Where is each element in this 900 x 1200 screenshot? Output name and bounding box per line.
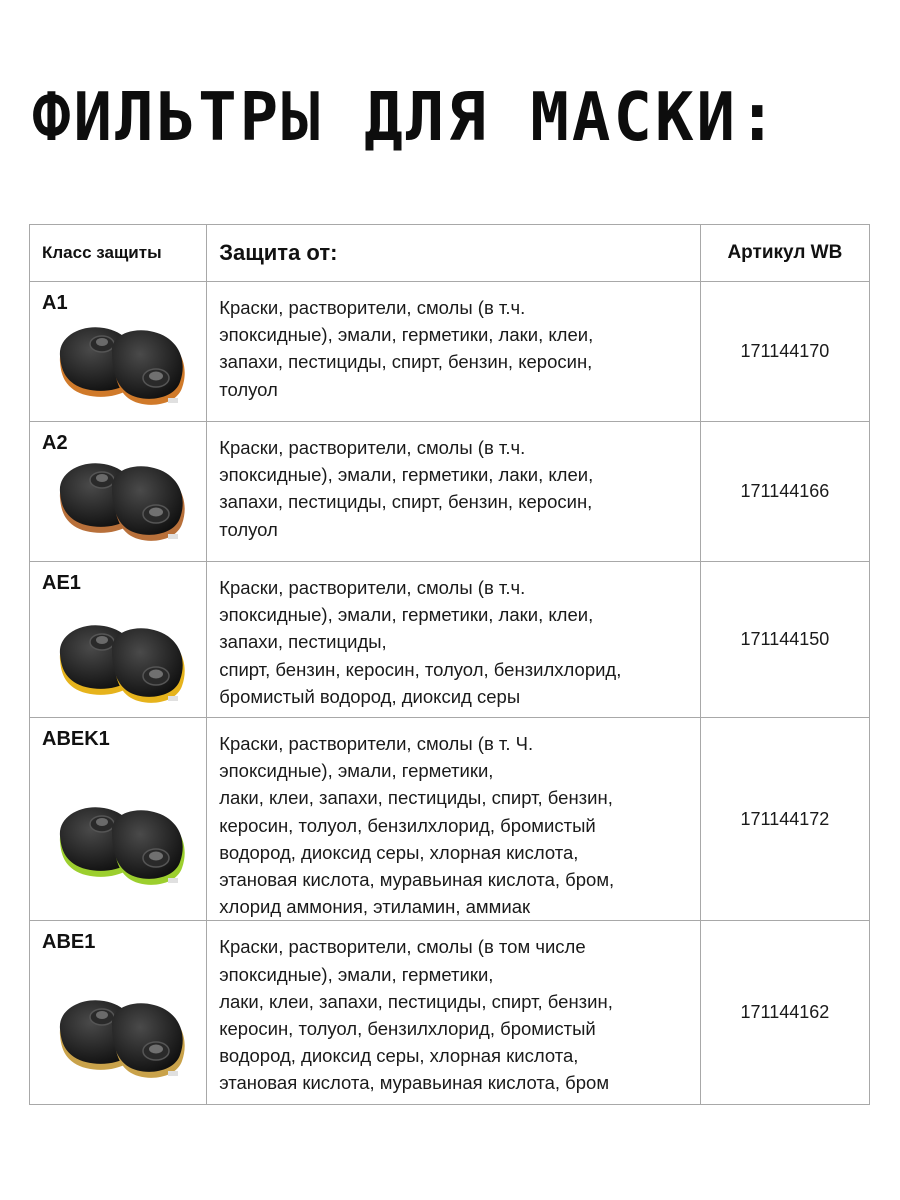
class-code: A2 — [42, 432, 68, 454]
protection-line: эпоксидные), эмали, герметики, — [219, 963, 494, 985]
protection-line: толуол — [219, 518, 278, 540]
header-class: Класс защиты — [30, 225, 207, 282]
filter-table — [29, 224, 870, 1105]
protection-line: спирт, бензин, керосин, толуол, бензилхлорид, — [219, 658, 622, 680]
protection-line: запахи, пестициды, — [219, 631, 387, 653]
protection-cell — [207, 921, 701, 1105]
filter-cartridges-icon — [52, 318, 192, 414]
class-cell — [30, 282, 207, 422]
protection-line: этановая кислота, муравьиная кислота, бром, — [219, 869, 615, 891]
class-code: ABE1 — [42, 931, 96, 954]
article-number: 171144166 — [700, 422, 869, 562]
protection-line: хлорид аммония, этиламин, аммиак — [219, 896, 531, 918]
class-cell — [30, 921, 207, 1105]
filter-cartridges-icon — [52, 454, 192, 550]
table-header-row — [30, 225, 870, 282]
protection-cell — [207, 562, 701, 718]
protection-line: запахи, пестициды, спирт, бензин, керосин, — [219, 351, 593, 373]
protection-line: керосин, толуол, бензилхлорид, бромистый — [219, 1018, 596, 1040]
filter-cartridges-icon — [52, 798, 192, 894]
protection-line: лаки, клеи, запахи, пестициды, спирт, бензин, — [219, 787, 613, 809]
protection-line: водород, диоксид серы, хлорная кислота, — [219, 841, 579, 863]
table-row — [30, 282, 870, 422]
header-protection: Защита от: — [207, 225, 701, 282]
class-cell — [30, 562, 207, 718]
protection-cell — [207, 718, 701, 921]
protection-line: эпоксидные), эмали, герметики, — [219, 760, 494, 782]
class-cell — [30, 422, 207, 562]
protection-line: Краски, растворители, смолы (в том числе — [219, 936, 586, 958]
protection-line: бромистый водород, диоксид серы — [219, 685, 521, 707]
protection-line: толуол — [219, 378, 278, 400]
table-row — [30, 718, 870, 921]
class-cell — [30, 718, 207, 921]
protection-line: этановая кислота, муравьиная кислота, бром — [219, 1072, 610, 1094]
protection-line: Краски, растворители, смолы (в т.ч. — [219, 437, 526, 458]
article-number: 171144150 — [700, 562, 869, 718]
article-number: 171144162 — [700, 921, 869, 1105]
class-code: AE1 — [42, 572, 81, 594]
table-row — [30, 921, 870, 1105]
protection-line: эпоксидные), эмали, герметики, лаки, клеи, — [219, 324, 594, 346]
table-row — [30, 562, 870, 718]
filter-cartridges-icon — [52, 616, 192, 712]
protection-line: Краски, растворители, смолы (в т. Ч. — [219, 733, 534, 754]
protection-line: запахи, пестициды, спирт, бензин, керосин, — [219, 491, 593, 513]
protection-line: эпоксидные), эмали, герметики, лаки, клеи, — [219, 604, 594, 626]
header-article: Артикул WB — [700, 225, 869, 282]
protection-line: Краски, растворители, смолы (в т.ч. — [219, 577, 526, 598]
table-row — [30, 422, 870, 562]
article-number: 171144172 — [700, 718, 869, 921]
page-title: ФИЛЬТРЫ ДЛЯ МАСКИ: — [32, 79, 780, 157]
class-code: A1 — [42, 292, 68, 314]
article-number: 171144170 — [700, 282, 869, 422]
protection-line: лаки, клеи, запахи, пестициды, спирт, бензин, — [219, 990, 613, 1012]
protection-line: эпоксидные), эмали, герметики, лаки, клеи, — [219, 464, 594, 486]
filter-cartridges-icon — [52, 991, 192, 1087]
protection-cell — [207, 422, 701, 562]
protection-line: водород, диоксид серы, хлорная кислота, — [219, 1045, 579, 1067]
class-code: ABEK1 — [42, 728, 110, 750]
protection-line: керосин, толуол, бензилхлорид, бромистый — [219, 814, 596, 836]
protection-cell — [207, 282, 701, 422]
protection-line: Краски, растворители, смолы (в т.ч. — [219, 297, 526, 318]
